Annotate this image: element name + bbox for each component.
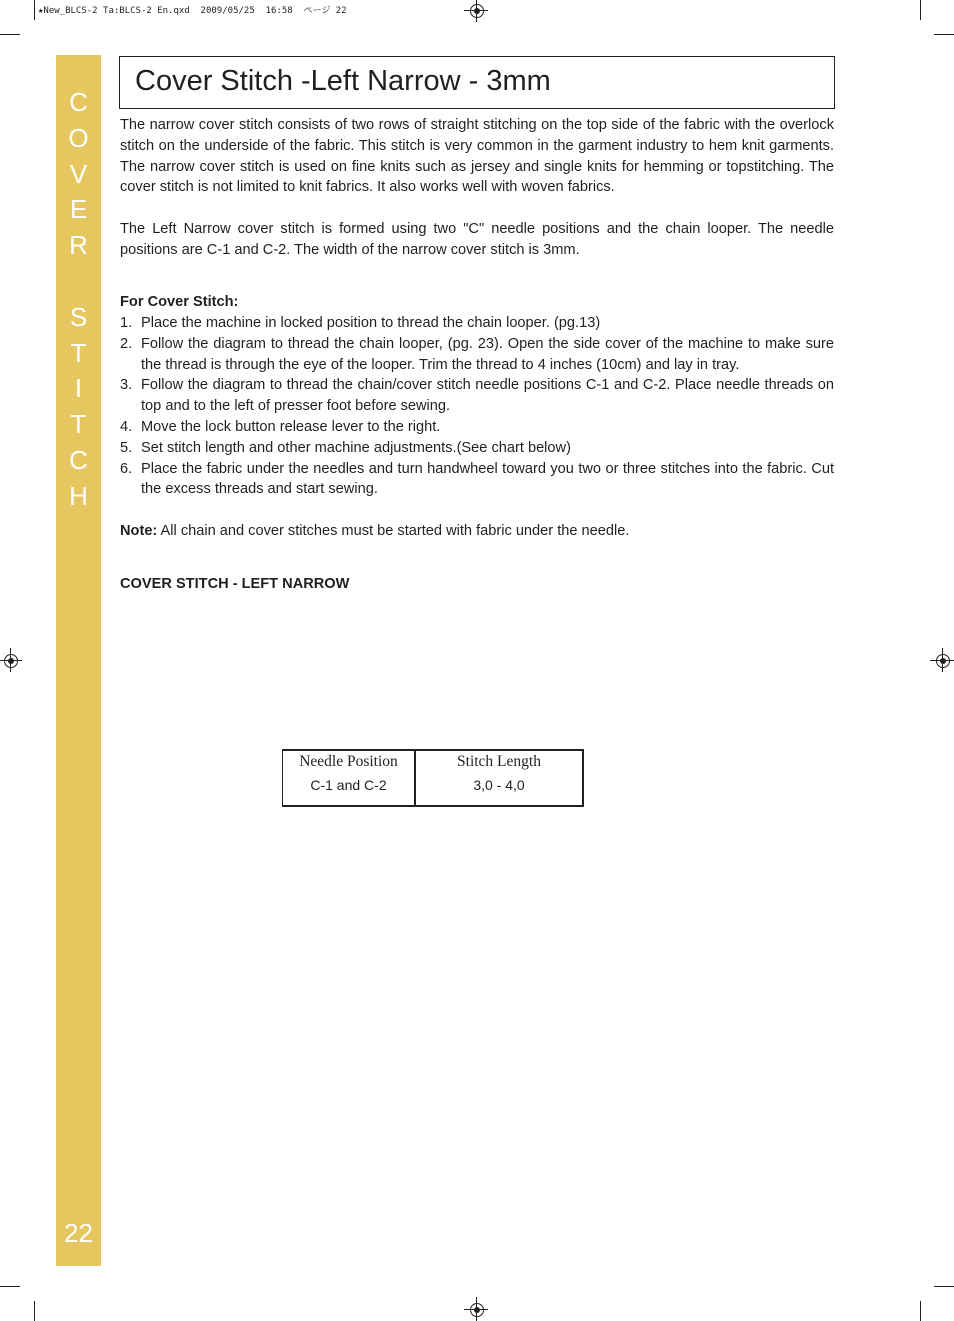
crop-mark: [934, 34, 954, 35]
sidebar-letter: S: [69, 301, 88, 332]
crop-mark: [920, 0, 921, 20]
step-text: Set stitch length and other machine adjustments.(See chart below): [141, 439, 571, 456]
step-text: Place the machine in locked position to thread the chain looper. (pg.13): [141, 314, 601, 331]
crop-mark: [34, 1301, 35, 1321]
sidebar-letter: [56, 264, 101, 300]
crop-mark: [934, 1286, 954, 1287]
list-item: [120, 459, 834, 501]
sidebar-letter: O: [68, 122, 89, 153]
step-text: Move the lock button release lever to the right.: [141, 418, 441, 435]
section-sidebar: [56, 55, 101, 1266]
page-title-box: [119, 56, 835, 109]
registration-mark-icon: [936, 654, 950, 668]
step-number: 1.: [120, 314, 133, 331]
sidebar-letter: H: [69, 480, 88, 511]
steps-list: [120, 313, 834, 500]
header-needle-position: Needle Position: [283, 750, 416, 773]
list-item: [120, 334, 834, 376]
cell-needle-position: C-1 and C-2: [283, 773, 416, 806]
crop-mark: [0, 1286, 20, 1287]
list-item: [120, 313, 834, 334]
step-text: Place the fabric under the needles and turn handwheel toward you two or three stitches into the fabric. Cut the excess threads and start sewing.: [141, 460, 834, 498]
header-stitch-length: Stitch Length: [457, 753, 541, 770]
list-item: [120, 375, 834, 417]
note-text: All chain and cover stitches must be started with fabric under the needle.: [157, 522, 630, 539]
page-number: 22: [64, 1218, 93, 1248]
step-text: Follow the diagram to thread the chain looper, (pg. 23). Open the side cover of the machine to make sure the thread is through the eye of the looper. Trim the thread to 4 inches (10cm) and lay in tray.: [141, 335, 834, 373]
crop-mark: [0, 34, 20, 35]
sidebar-letter: T: [70, 409, 87, 440]
page-title: Cover Stitch -Left Narrow - 3mm: [135, 65, 551, 97]
sidebar-letter: C: [69, 444, 88, 475]
steps-heading: For Cover Stitch:: [120, 294, 239, 311]
sidebar-letter: T: [70, 337, 87, 368]
list-item: [120, 417, 834, 438]
step-number: 6.: [120, 460, 133, 477]
sidebar-letter: C: [69, 87, 88, 117]
step-text: Follow the diagram to thread the chain/cover stitch needle positions C-1 and C-2. Place needle threads on top and to the left of presser foot before sewing.: [141, 377, 834, 415]
print-slug: ★New_BLCS-2 Ta:BLCS-2 En.qxd 2009/05/25 16:58 ページ 22: [38, 6, 347, 16]
registration-mark-icon: [470, 1303, 484, 1317]
table-row: [283, 773, 584, 806]
step-number: 3.: [120, 377, 133, 394]
table-header-row: [283, 750, 584, 773]
section-label: COVER STITCH - LEFT NARROW: [120, 576, 350, 592]
sidebar-vertical-label: [56, 85, 101, 515]
sidebar-letter: V: [69, 158, 88, 189]
list-item: [120, 438, 834, 459]
settings-table: [282, 749, 584, 807]
step-number: 2.: [120, 335, 133, 352]
registration-mark-icon: [470, 4, 484, 18]
sidebar-letter: E: [69, 194, 88, 225]
sidebar-letter: I: [74, 373, 83, 404]
page-content: [120, 115, 834, 542]
sidebar-letter: R: [69, 230, 88, 261]
crop-mark: [34, 0, 35, 20]
step-number: 4.: [120, 418, 133, 435]
cell-stitch-length: 3,0 - 4,0: [473, 777, 525, 793]
crop-mark: [920, 1301, 921, 1321]
note-label: Note:: [120, 522, 158, 539]
intro-paragraph: The narrow cover stitch consists of two rows of straight stitching on the top side of the fabric with the overlock stitch on the underside of the fabric. This stitch is very common in the garment industry to hem knit garments. The narrow cover stitch is used on fine knits such as jersey and single knits for hemming or topstitching. The cover stitch is not limited to knit fabrics. It also works well with woven fabrics.: [120, 117, 834, 196]
step-number: 5.: [120, 439, 133, 456]
note-paragraph: [120, 521, 834, 542]
registration-mark-icon: [4, 654, 18, 668]
formation-paragraph: The Left Narrow cover stitch is formed using two "C" needle positions and the chain looper. The needle positions are C-1 and C-2. The width of the narrow cover stitch is 3mm.: [120, 220, 834, 258]
